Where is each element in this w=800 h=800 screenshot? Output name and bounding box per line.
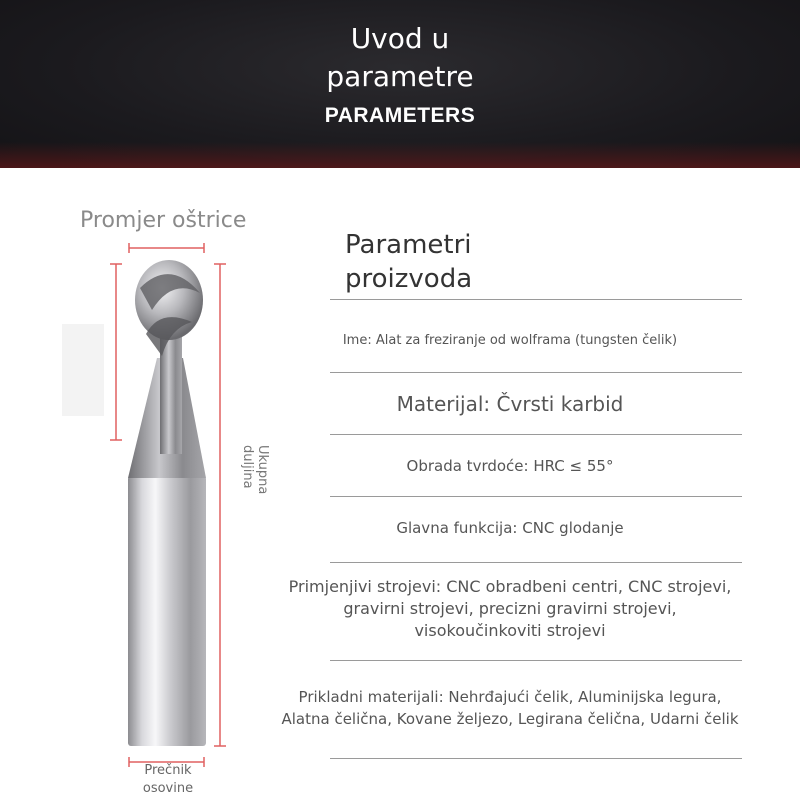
reflection-shape (62, 324, 104, 416)
header-title-line2: parametre (326, 60, 474, 93)
param-machines-line2: gravirni strojevi, precizni gravirni strojevi, (343, 599, 677, 618)
param-workpiece (230, 686, 790, 730)
divider (330, 299, 742, 300)
param-hardness: Obrada tvrdoće: HRC ≤ 55° (406, 457, 614, 475)
param-workpiece-line2: Alatna čelična, Kovane željezo, Legirana čelična, Udarni čelik (281, 710, 739, 728)
blade-diameter-label: Promjer oštrice (80, 208, 247, 233)
divider (330, 562, 742, 563)
params-title-line1: Parametri (345, 230, 472, 260)
params-title-line2: proizvoda (345, 264, 473, 294)
divider (330, 660, 742, 661)
param-material: Materijal: Čvrsti karbid (396, 392, 624, 416)
shank (128, 476, 206, 746)
header-title (0, 20, 800, 96)
neck (160, 334, 182, 454)
header-banner (0, 0, 800, 168)
params-title (345, 228, 472, 296)
header-subtitle: PARAMETERS (324, 104, 476, 127)
param-machines-line3: visokoučinkoviti strojevi (414, 621, 606, 640)
divider (330, 434, 742, 435)
overall-length-label: Ukupna duljina (240, 445, 270, 495)
shank-diameter-label-line2: osovine (142, 781, 194, 796)
divider (330, 496, 742, 497)
divider (330, 372, 742, 373)
param-machines-line1: Primjenjivi strojevi: CNC obradbeni centri, CNC strojevi, (288, 577, 732, 596)
shank-diameter-label-line1: Prečnik (144, 763, 192, 778)
shank-diameter-label (128, 762, 208, 798)
param-workpiece-line1: Prikladni materijali: Nehrđajući čelik, Aluminijska legura, (298, 688, 722, 706)
param-machines (230, 576, 790, 642)
param-name: Ime: Alat za freziranje od wolframa (tungsten čelik) (342, 333, 678, 348)
header-title-line1: Uvod u (350, 22, 450, 55)
divider (330, 758, 742, 759)
param-function: Glavna funkcija: CNC glodanje (396, 519, 624, 537)
